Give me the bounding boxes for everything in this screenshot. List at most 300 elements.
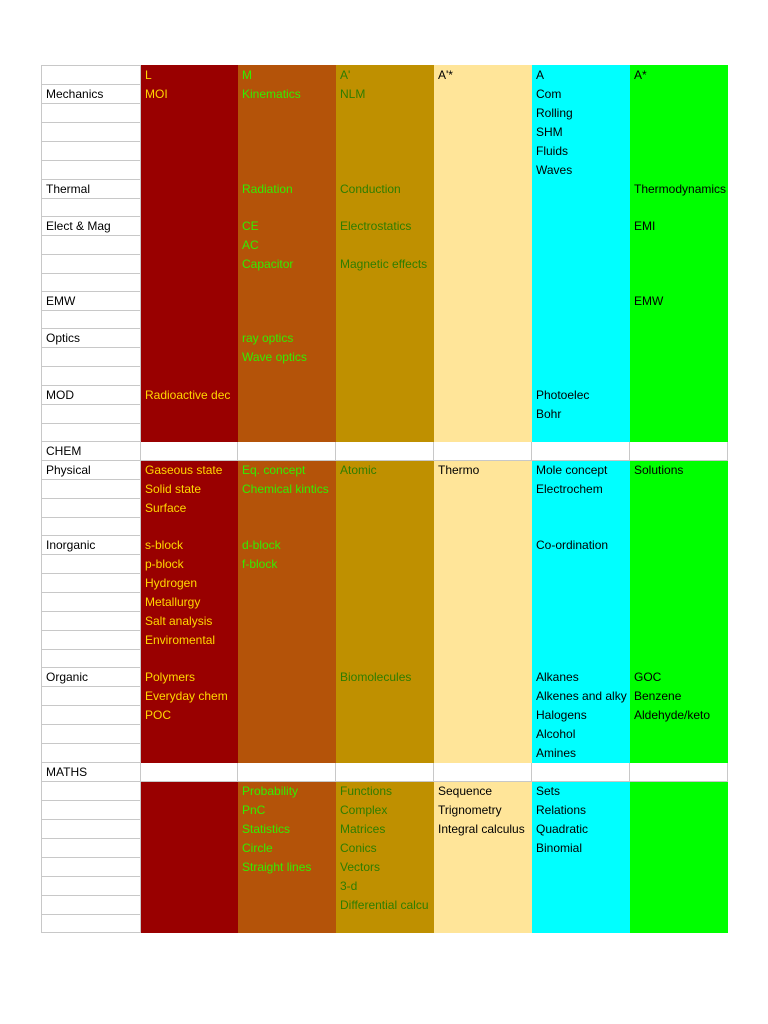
row-label-cell[interactable] — [42, 725, 141, 744]
topic-cell[interactable] — [238, 199, 336, 217]
topic-cell[interactable] — [532, 649, 630, 667]
topic-cell[interactable]: Complex — [336, 801, 434, 820]
topic-cell[interactable]: AC — [238, 236, 336, 255]
topic-cell[interactable]: Radioactive dec — [141, 385, 238, 404]
topic-cell[interactable] — [532, 348, 630, 367]
topic-cell[interactable]: Straight lines — [238, 858, 336, 877]
topic-cell[interactable]: Halogens — [532, 706, 630, 725]
topic-cell[interactable] — [141, 292, 238, 311]
topic-cell[interactable] — [630, 725, 728, 744]
topic-cell[interactable] — [630, 104, 728, 123]
row-label-cell[interactable] — [42, 161, 141, 180]
topic-cell[interactable] — [434, 104, 532, 123]
topic-cell[interactable] — [141, 217, 238, 236]
topic-cell[interactable] — [141, 180, 238, 199]
row-label-cell[interactable] — [42, 423, 141, 441]
topic-cell[interactable] — [141, 896, 238, 915]
topic-cell[interactable]: EMI — [630, 217, 728, 236]
topic-cell[interactable] — [630, 142, 728, 161]
row-label-cell[interactable] — [42, 858, 141, 877]
row-label-cell[interactable] — [42, 498, 141, 517]
topic-cell[interactable]: Co-ordination — [532, 535, 630, 554]
topic-cell[interactable] — [434, 915, 532, 933]
row-label-cell[interactable] — [42, 479, 141, 498]
topic-cell[interactable] — [434, 423, 532, 441]
topic-cell[interactable] — [141, 744, 238, 763]
topic-cell[interactable] — [141, 329, 238, 348]
row-label-cell[interactable] — [42, 649, 141, 667]
topic-cell[interactable]: Polymers — [141, 668, 238, 687]
topic-cell[interactable] — [238, 687, 336, 706]
row-label-cell[interactable]: MATHS — [42, 763, 141, 782]
topic-cell[interactable] — [141, 255, 238, 274]
topic-cell[interactable] — [336, 161, 434, 180]
topic-cell[interactable] — [238, 123, 336, 142]
topic-cell[interactable] — [336, 573, 434, 592]
topic-cell[interactable]: Benzene — [630, 687, 728, 706]
topic-cell[interactable] — [141, 123, 238, 142]
row-label-cell[interactable]: Elect & Mag — [42, 217, 141, 236]
row-label-cell[interactable] — [42, 573, 141, 592]
topic-cell[interactable] — [630, 423, 728, 441]
topic-cell[interactable]: Thermo — [434, 460, 532, 479]
topic-cell[interactable] — [630, 236, 728, 255]
topic-cell[interactable] — [434, 123, 532, 142]
topic-cell[interactable]: Gaseous state — [141, 460, 238, 479]
topic-cell[interactable] — [532, 199, 630, 217]
topic-cell[interactable] — [336, 649, 434, 667]
topic-cell[interactable] — [630, 744, 728, 763]
topic-cell[interactable] — [434, 180, 532, 199]
topic-cell[interactable] — [532, 255, 630, 274]
topic-cell[interactable]: s-block — [141, 535, 238, 554]
row-label-cell[interactable] — [42, 592, 141, 611]
topic-cell[interactable]: Vectors — [336, 858, 434, 877]
topic-cell[interactable] — [141, 782, 238, 801]
topic-cell[interactable]: Surface — [141, 498, 238, 517]
row-label-cell[interactable] — [42, 554, 141, 573]
topic-cell[interactable]: Amines — [532, 744, 630, 763]
topic-cell[interactable] — [336, 687, 434, 706]
topic-cell[interactable] — [434, 441, 532, 460]
topic-cell[interactable] — [141, 348, 238, 367]
topic-cell[interactable] — [630, 199, 728, 217]
topic-cell[interactable] — [434, 535, 532, 554]
topic-cell[interactable] — [532, 592, 630, 611]
topic-cell[interactable] — [141, 725, 238, 744]
row-label-cell[interactable]: Mechanics — [42, 85, 141, 104]
topic-cell[interactable] — [630, 858, 728, 877]
topic-cell[interactable]: Wave optics — [238, 348, 336, 367]
topic-cell[interactable] — [630, 517, 728, 535]
row-label-cell[interactable] — [42, 782, 141, 801]
topic-cell[interactable]: Capacitor — [238, 255, 336, 274]
topic-cell[interactable] — [336, 292, 434, 311]
row-label-cell[interactable] — [42, 123, 141, 142]
topic-cell[interactable]: Metallurgy — [141, 592, 238, 611]
topic-cell[interactable]: Functions — [336, 782, 434, 801]
topic-cell[interactable] — [532, 763, 630, 782]
topic-cell[interactable] — [336, 274, 434, 292]
topic-cell[interactable] — [434, 367, 532, 385]
topic-cell[interactable] — [630, 611, 728, 630]
topic-cell[interactable]: Fluids — [532, 142, 630, 161]
topic-cell[interactable] — [141, 441, 238, 460]
topic-cell[interactable] — [238, 104, 336, 123]
topic-cell[interactable] — [532, 858, 630, 877]
row-label-cell[interactable] — [42, 236, 141, 255]
topic-cell[interactable] — [141, 839, 238, 858]
row-label-cell[interactable] — [42, 839, 141, 858]
topic-cell[interactable]: Matrices — [336, 820, 434, 839]
topic-cell[interactable] — [630, 535, 728, 554]
row-label-cell[interactable] — [42, 877, 141, 896]
topic-cell[interactable] — [434, 236, 532, 255]
topic-cell[interactable] — [238, 274, 336, 292]
row-label-cell[interactable] — [42, 630, 141, 649]
topic-cell[interactable] — [434, 839, 532, 858]
topic-cell[interactable] — [238, 404, 336, 423]
topic-cell[interactable] — [141, 404, 238, 423]
topic-cell[interactable] — [630, 479, 728, 498]
topic-cell[interactable] — [238, 498, 336, 517]
row-label-cell[interactable]: Inorganic — [42, 535, 141, 554]
topic-cell[interactable] — [434, 479, 532, 498]
topic-cell[interactable] — [434, 611, 532, 630]
topic-cell[interactable]: Probability — [238, 782, 336, 801]
topic-cell[interactable] — [630, 782, 728, 801]
topic-cell[interactable] — [336, 498, 434, 517]
topic-cell[interactable]: Hydrogen — [141, 573, 238, 592]
topic-cell[interactable] — [434, 199, 532, 217]
topic-cell[interactable]: ray optics — [238, 329, 336, 348]
topic-cell[interactable]: Sequence — [434, 782, 532, 801]
topic-cell[interactable]: Thermodynamics — [630, 180, 728, 199]
topic-cell[interactable]: Electrostatics — [336, 217, 434, 236]
topic-cell[interactable] — [630, 630, 728, 649]
topic-cell[interactable]: Alkanes — [532, 668, 630, 687]
row-label-cell[interactable]: Optics — [42, 329, 141, 348]
topic-cell[interactable]: NLM — [336, 85, 434, 104]
topic-cell[interactable] — [141, 199, 238, 217]
topic-cell[interactable] — [238, 915, 336, 933]
topic-cell[interactable] — [336, 311, 434, 329]
topic-cell[interactable] — [630, 573, 728, 592]
topic-cell[interactable]: Everyday chem — [141, 687, 238, 706]
topic-cell[interactable] — [532, 630, 630, 649]
column-header-cell[interactable]: A' — [336, 66, 434, 85]
row-label-cell[interactable] — [42, 517, 141, 535]
topic-cell[interactable]: Mole concept — [532, 460, 630, 479]
topic-cell[interactable] — [336, 367, 434, 385]
topic-cell[interactable] — [630, 348, 728, 367]
row-label-cell[interactable]: CHEM — [42, 441, 141, 460]
topic-cell[interactable] — [630, 441, 728, 460]
topic-cell[interactable]: GOC — [630, 668, 728, 687]
topic-cell[interactable] — [532, 611, 630, 630]
row-label-cell[interactable] — [42, 348, 141, 367]
topic-cell[interactable] — [238, 441, 336, 460]
topic-cell[interactable]: Eq. concept — [238, 460, 336, 479]
column-header-cell[interactable]: A — [532, 66, 630, 85]
topic-cell[interactable] — [630, 820, 728, 839]
topic-cell[interactable]: Statistics — [238, 820, 336, 839]
topic-cell[interactable] — [238, 517, 336, 535]
row-label-cell[interactable]: Thermal — [42, 180, 141, 199]
topic-cell[interactable] — [630, 763, 728, 782]
topic-cell[interactable] — [630, 329, 728, 348]
topic-cell[interactable] — [630, 915, 728, 933]
topic-cell[interactable] — [141, 236, 238, 255]
topic-cell[interactable] — [336, 404, 434, 423]
topic-cell[interactable] — [532, 896, 630, 915]
topic-cell[interactable]: Photoelec — [532, 385, 630, 404]
row-label-cell[interactable] — [42, 611, 141, 630]
topic-cell[interactable] — [532, 877, 630, 896]
topic-cell[interactable] — [336, 554, 434, 573]
topic-cell[interactable] — [434, 385, 532, 404]
topic-cell[interactable] — [434, 706, 532, 725]
row-label-cell[interactable] — [42, 706, 141, 725]
topic-cell[interactable] — [238, 611, 336, 630]
topic-cell[interactable]: f-block — [238, 554, 336, 573]
topic-cell[interactable] — [141, 311, 238, 329]
column-header-cell[interactable]: L — [141, 66, 238, 85]
topic-cell[interactable] — [238, 649, 336, 667]
topic-cell[interactable] — [141, 915, 238, 933]
topic-cell[interactable] — [434, 404, 532, 423]
topic-cell[interactable] — [532, 217, 630, 236]
topic-cell[interactable] — [532, 554, 630, 573]
topic-cell[interactable] — [336, 123, 434, 142]
topic-cell[interactable] — [532, 274, 630, 292]
topic-cell[interactable]: Circle — [238, 839, 336, 858]
topic-cell[interactable] — [532, 329, 630, 348]
topic-cell[interactable] — [532, 180, 630, 199]
topic-cell[interactable]: Radiation — [238, 180, 336, 199]
topic-cell[interactable] — [336, 142, 434, 161]
topic-cell[interactable] — [336, 535, 434, 554]
topic-cell[interactable] — [532, 423, 630, 441]
topic-cell[interactable]: Sets — [532, 782, 630, 801]
topic-cell[interactable] — [630, 592, 728, 611]
topic-cell[interactable] — [532, 292, 630, 311]
row-label-cell[interactable] — [42, 404, 141, 423]
topic-cell[interactable] — [434, 517, 532, 535]
topic-cell[interactable] — [238, 592, 336, 611]
topic-cell[interactable] — [532, 573, 630, 592]
topic-cell[interactable] — [434, 858, 532, 877]
topic-cell[interactable] — [238, 630, 336, 649]
topic-cell[interactable]: Integral calculus — [434, 820, 532, 839]
row-label-cell[interactable] — [42, 744, 141, 763]
topic-cell[interactable]: Solutions — [630, 460, 728, 479]
topic-cell[interactable] — [141, 801, 238, 820]
topic-cell[interactable] — [238, 292, 336, 311]
topic-cell[interactable] — [141, 517, 238, 535]
topic-cell[interactable] — [336, 423, 434, 441]
topic-cell[interactable] — [630, 385, 728, 404]
topic-cell[interactable]: Chemical kintics — [238, 479, 336, 498]
topic-cell[interactable]: Waves — [532, 161, 630, 180]
row-label-cell[interactable] — [42, 255, 141, 274]
topic-cell[interactable]: Rolling — [532, 104, 630, 123]
topic-cell[interactable] — [336, 915, 434, 933]
topic-cell[interactable] — [434, 348, 532, 367]
topic-cell[interactable] — [336, 104, 434, 123]
topic-cell[interactable]: Trignometry — [434, 801, 532, 820]
topic-cell[interactable] — [238, 573, 336, 592]
topic-cell[interactable]: Bohr — [532, 404, 630, 423]
topic-cell[interactable] — [630, 311, 728, 329]
topic-cell[interactable] — [141, 423, 238, 441]
topic-cell[interactable] — [336, 725, 434, 744]
topic-cell[interactable] — [532, 915, 630, 933]
topic-cell[interactable] — [336, 385, 434, 404]
topic-cell[interactable] — [630, 123, 728, 142]
topic-cell[interactable]: Alkenes and alky — [532, 687, 630, 706]
topic-cell[interactable] — [141, 649, 238, 667]
topic-cell[interactable]: Solid state — [141, 479, 238, 498]
topic-cell[interactable] — [336, 744, 434, 763]
topic-cell[interactable] — [238, 423, 336, 441]
topic-cell[interactable] — [532, 498, 630, 517]
topic-cell[interactable] — [434, 217, 532, 236]
topic-cell[interactable] — [238, 725, 336, 744]
topic-cell[interactable]: Aldehyde/keto — [630, 706, 728, 725]
topic-cell[interactable] — [238, 311, 336, 329]
topic-cell[interactable] — [630, 255, 728, 274]
topic-cell[interactable] — [141, 820, 238, 839]
topic-cell[interactable] — [630, 649, 728, 667]
row-label-cell[interactable]: Physical — [42, 460, 141, 479]
topic-cell[interactable]: EMW — [630, 292, 728, 311]
topic-cell[interactable] — [336, 199, 434, 217]
topic-cell[interactable] — [434, 877, 532, 896]
topic-cell[interactable]: Relations — [532, 801, 630, 820]
topic-cell[interactable] — [336, 630, 434, 649]
topic-cell[interactable] — [238, 668, 336, 687]
topic-cell[interactable]: Differential calcu — [336, 896, 434, 915]
column-header-cell[interactable]: A'* — [434, 66, 532, 85]
topic-cell[interactable] — [238, 896, 336, 915]
topic-cell[interactable] — [434, 649, 532, 667]
row-label-cell[interactable] — [42, 896, 141, 915]
topic-cell[interactable] — [630, 877, 728, 896]
row-label-cell[interactable] — [42, 142, 141, 161]
topic-cell[interactable] — [141, 858, 238, 877]
topic-cell[interactable] — [434, 274, 532, 292]
topic-cell[interactable]: Conics — [336, 839, 434, 858]
topic-cell[interactable] — [336, 592, 434, 611]
topic-cell[interactable]: Alcohol — [532, 725, 630, 744]
topic-cell[interactable] — [434, 630, 532, 649]
row-label-cell[interactable] — [42, 820, 141, 839]
topic-cell[interactable] — [336, 441, 434, 460]
topic-cell[interactable] — [141, 763, 238, 782]
topic-cell[interactable] — [238, 706, 336, 725]
topic-cell[interactable] — [630, 274, 728, 292]
topic-cell[interactable]: PnC — [238, 801, 336, 820]
topic-cell[interactable] — [434, 142, 532, 161]
topic-cell[interactable] — [141, 877, 238, 896]
topic-cell[interactable] — [238, 367, 336, 385]
column-header-cell[interactable]: M — [238, 66, 336, 85]
topic-cell[interactable]: d-block — [238, 535, 336, 554]
topic-cell[interactable] — [336, 611, 434, 630]
topic-cell[interactable] — [434, 763, 532, 782]
topic-cell[interactable] — [336, 479, 434, 498]
row-label-cell[interactable] — [42, 274, 141, 292]
topic-cell[interactable]: CE — [238, 217, 336, 236]
topic-cell[interactable] — [141, 161, 238, 180]
topic-cell[interactable]: p-block — [141, 554, 238, 573]
topic-cell[interactable] — [434, 329, 532, 348]
topic-cell[interactable]: MOI — [141, 85, 238, 104]
topic-cell[interactable] — [630, 85, 728, 104]
topic-cell[interactable] — [434, 292, 532, 311]
topic-cell[interactable]: Enviromental — [141, 630, 238, 649]
topic-cell[interactable] — [630, 554, 728, 573]
topic-cell[interactable] — [434, 554, 532, 573]
topic-cell[interactable] — [630, 896, 728, 915]
topic-cell[interactable] — [434, 573, 532, 592]
topic-cell[interactable]: Biomolecules — [336, 668, 434, 687]
topic-cell[interactable] — [238, 385, 336, 404]
topic-cell[interactable]: Magnetic effects — [336, 255, 434, 274]
topic-cell[interactable]: 3-d — [336, 877, 434, 896]
topic-cell[interactable] — [630, 839, 728, 858]
topic-cell[interactable] — [630, 801, 728, 820]
topic-cell[interactable] — [434, 896, 532, 915]
topic-cell[interactable] — [434, 85, 532, 104]
column-header-cell[interactable] — [42, 66, 141, 85]
topic-cell[interactable] — [532, 236, 630, 255]
topic-cell[interactable]: Kinematics — [238, 85, 336, 104]
topic-cell[interactable]: Conduction — [336, 180, 434, 199]
topic-cell[interactable] — [434, 161, 532, 180]
topic-cell[interactable] — [630, 367, 728, 385]
topic-cell[interactable] — [238, 161, 336, 180]
topic-cell[interactable]: Atomic — [336, 460, 434, 479]
topic-cell[interactable] — [532, 367, 630, 385]
topic-cell[interactable] — [336, 236, 434, 255]
topic-cell[interactable] — [336, 329, 434, 348]
row-label-cell[interactable] — [42, 367, 141, 385]
topic-cell[interactable] — [238, 877, 336, 896]
row-label-cell[interactable] — [42, 915, 141, 933]
topic-cell[interactable]: Quadratic — [532, 820, 630, 839]
topic-cell[interactable]: SHM — [532, 123, 630, 142]
topic-cell[interactable]: Binomial — [532, 839, 630, 858]
row-label-cell[interactable] — [42, 801, 141, 820]
topic-cell[interactable] — [336, 763, 434, 782]
topic-cell[interactable]: Com — [532, 85, 630, 104]
topic-cell[interactable] — [238, 763, 336, 782]
topic-cell[interactable] — [336, 706, 434, 725]
topic-cell[interactable] — [141, 104, 238, 123]
row-label-cell[interactable] — [42, 687, 141, 706]
topic-cell[interactable] — [630, 161, 728, 180]
topic-cell[interactable] — [434, 311, 532, 329]
topic-cell[interactable] — [532, 517, 630, 535]
topic-cell[interactable] — [141, 274, 238, 292]
topic-cell[interactable]: Electrochem — [532, 479, 630, 498]
row-label-cell[interactable]: MOD — [42, 385, 141, 404]
topic-cell[interactable] — [434, 744, 532, 763]
topic-cell[interactable] — [434, 687, 532, 706]
row-label-cell[interactable]: Organic — [42, 668, 141, 687]
